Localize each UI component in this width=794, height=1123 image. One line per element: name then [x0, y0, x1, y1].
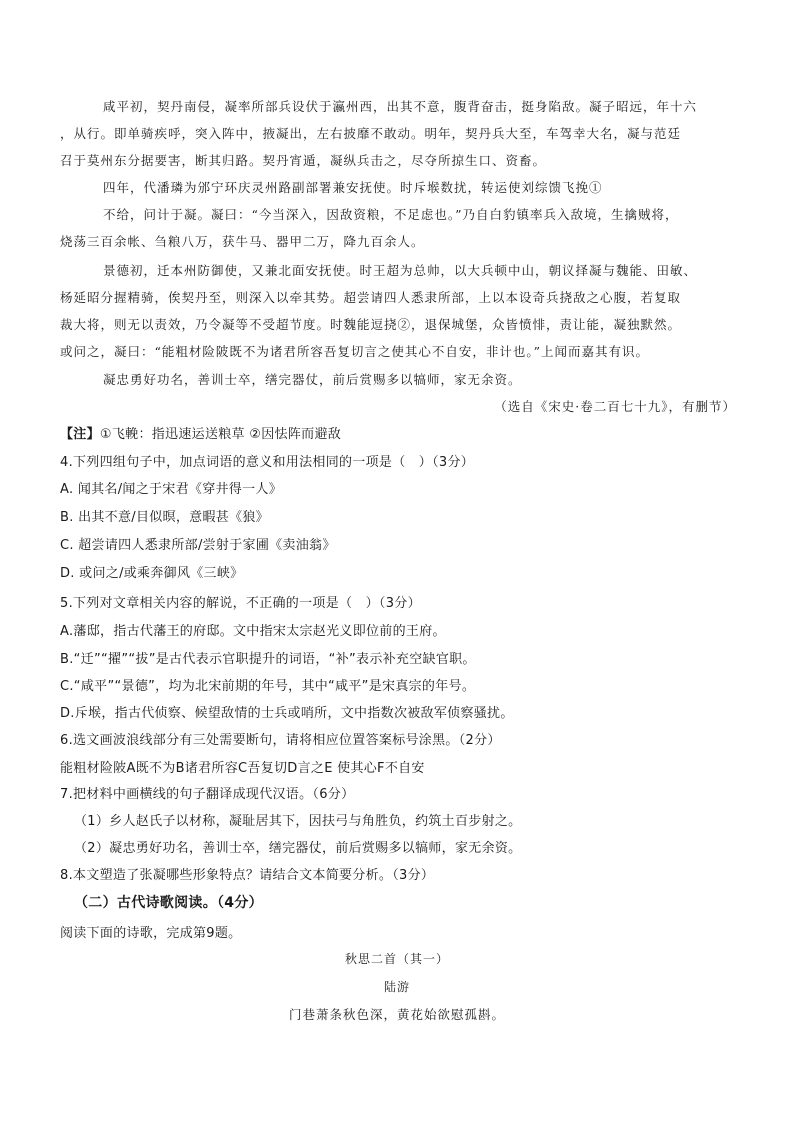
passage-p1-line3: 召于莫州东分据要害，断其归路。契丹宵遁，凝纵兵击之，尽夺所掠生口、资畜。 — [60, 153, 547, 168]
section-2-heading: （二）古代诗歌阅读。（4分） — [74, 895, 263, 911]
question-7-item-2: （2）凝忠勇好功名，善训士卒，缮完器仗，前后赏赐多以犒师，家无余资。 — [74, 841, 522, 856]
question-6-sentence: 能粗材险陂A既不为B诸君所容C吾复切D言之E 使其心F不自安 — [60, 761, 425, 776]
passage-p4-line1: 凝忠勇好功名，善训士卒，缮完器仗，前后赏赐多以犒师，家无余资。 — [103, 372, 522, 387]
question-5-option-b: B.“迁”“擢”“拔”是古代表示官职提升的词语，“补”表示补充空缺官职。 — [60, 652, 476, 667]
passage-p2-line1: 四年，代潘璘为邠宁环庆灵州路副部署兼安抚使。时斥堠数扰，转运使刘综馈飞挽① — [103, 180, 603, 195]
question-7-stem: 7.把材料中画横线的句子翻译成现代汉语。（6分） — [60, 787, 355, 802]
poem-line-1: 门巷萧条秋色深，黄花始欲慰孤斟。 — [288, 1007, 505, 1022]
poem-author: 陆游 — [383, 980, 410, 994]
poem-title: 秋思二首（其一） — [344, 952, 449, 966]
passage-p2-line3: 烧荡三百余帐、刍粮八万，获牛马、器甲二万，降九百余人。 — [60, 234, 425, 249]
question-6-stem: 6.选文画波浪线部分有三处需要断句，请将相应位置答案标号涂黑。（2分） — [60, 733, 501, 748]
question-5-option-d: D.斥堠，指古代侦察、候望敌情的士兵或哨所，文中指数次被敌军侦察骚扰。 — [60, 706, 514, 721]
passage-source: （选自《宋史·卷二百七十九》，有删节） — [494, 399, 736, 414]
question-4-option-a: A. 闻其名/闻之于宋君《穿井得一人》 — [60, 482, 283, 497]
question-5-option-c: C.“咸平”“景德”，均为北宋前期的年号，其中“咸平”是宋真宗的年号。 — [60, 679, 476, 694]
question-4-option-b: B. 出其不意/目似暝，意暇甚《狼》 — [60, 510, 269, 525]
question-4-stem: 4.下列四组句子中，加点词语的意义和用法相同的一项是（ ）（3分） — [60, 455, 475, 470]
passage-p1-line2: ，从行。即单骑疾呼，突入阵中，掖凝出，左右披靡不敢动。明年，契丹兵大至，车驾幸大名，凝与范廷 — [60, 126, 682, 141]
question-4-option-d: D. 或问之/或乘奔御风《三峡》 — [60, 566, 244, 581]
passage-p3-line4: 或问之，凝曰：“能粗材险陂既不为诸君所容吾复切言之使其心不自安，非计也。”上闻而嘉其有识。 — [60, 344, 650, 359]
passage-p1-line1: 咸平初，契丹南侵，凝率所部兵设伏于瀛州西，出其不意，腹背奋击，挺身陷敌。凝子昭远，年十六 — [103, 99, 698, 114]
passage-p3-line1: 景德初，迁本州防御使，又兼北面安抚使。时王超为总帅，以大兵顿中山，朝议择凝与魏能、田敏、 — [103, 263, 698, 278]
passage-p3-line2: 杨延昭分握精骑，俟契丹至，则深入以牵其势。超尝请四人悉隶所部，上以本设奇兵挠敌之心腹，若复取 — [60, 290, 682, 305]
passage-p2-line2: 不给，问计于凝。凝曰：“今当深入，因敌资粮，不足虑也。”乃自白豹镇率兵入敌境，生擒贼将， — [103, 207, 679, 222]
note-text: ①飞輓：指迅速运送粮草 ②因怯阵而避敌 — [99, 427, 342, 442]
note-line — [60, 423, 341, 442]
question-8-stem: 8.本文塑造了张凝哪些形象特点？请结合文本简要分析。（3分） — [60, 868, 435, 883]
question-5-option-a: A.藩邸，指古代藩王的府邸。文中指宋太宗赵光义即位前的王府。 — [60, 624, 446, 639]
note-label: 【注】 — [60, 427, 100, 442]
question-5-stem: 5.下列对文章相关内容的解说，不正确的一项是（ ）（3分） — [60, 596, 421, 611]
section-2-instruction: 阅读下面的诗歌，完成第9题。 — [60, 926, 242, 941]
question-4-option-c: C. 超尝请四人悉隶所部/尝射于家圃《卖油翁》 — [60, 538, 336, 553]
question-7-item-1: （1）乡人赵氏子以材称，凝耻居其下，因扶弓与角胜负，约筑土百步射之。 — [74, 814, 522, 829]
passage-p3-line3: 裁大将，则无以责效，乃令凝等不受超节度。时魏能逗挠②，退保城堡，众皆愤悱，责让能，凝独默然。 — [60, 317, 682, 332]
